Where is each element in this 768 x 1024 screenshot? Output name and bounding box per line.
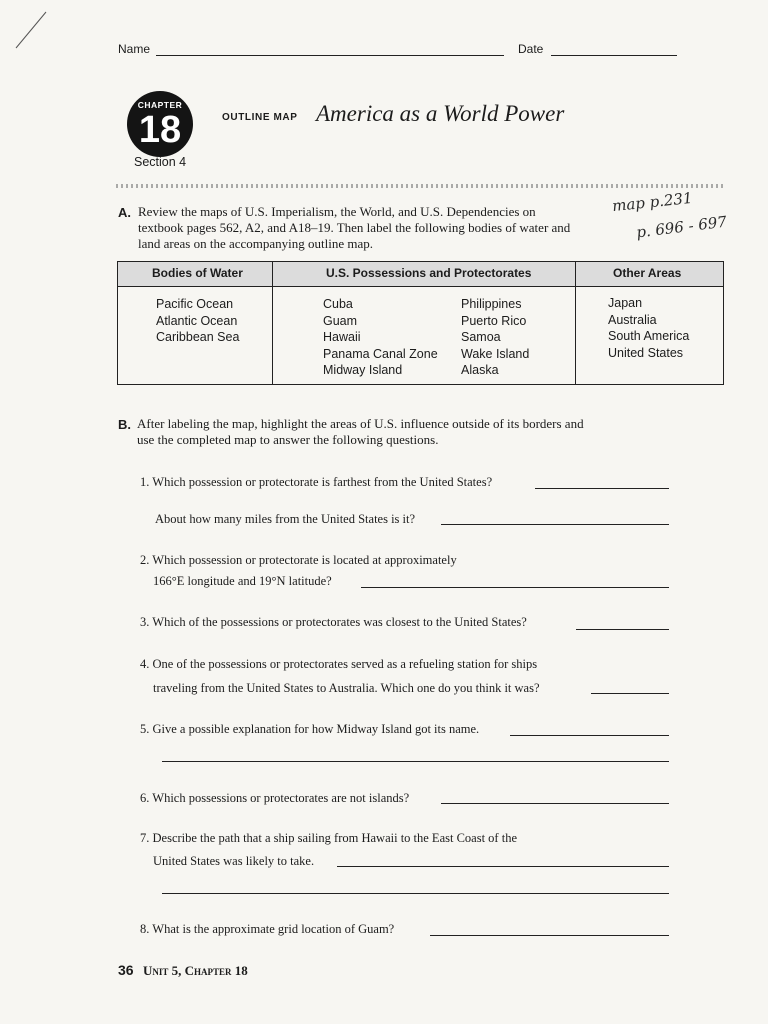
question-7: 7. Describe the path that a ship sailing from Hawaii to the East Coast of the [140,831,517,845]
handwritten-note-pages: p. 696 - 697 [635,212,728,242]
pencil-mark [6,8,50,54]
page-number: 36 [118,962,134,978]
date-label: Date [518,42,544,56]
answer-field-5[interactable] [510,735,669,736]
question-6: 6. Which possessions or protectorates are not islands? [140,791,410,805]
chapter-label: CHAPTER [137,100,183,110]
question-5: 5. Give a possible explanation for how Midway Island got its name. [140,722,480,736]
dotted-divider [116,184,724,188]
question-1-followup: About how many miles from the United States is it? [155,512,416,526]
question-8: 8. What is the approximate grid location of Guam? [140,922,395,936]
answer-field-3[interactable] [576,629,669,630]
part-b-marker: B. [118,417,131,432]
list-item: Panama Canal Zone [323,346,438,361]
chapter-badge [127,91,193,157]
list-item: Hawaii [323,330,361,344]
list-item: Pacific Ocean [156,297,234,311]
list-item: Japan [608,296,643,310]
answer-field-8[interactable] [430,935,669,936]
name-label: Name [118,42,151,56]
list-item: Puerto Rico [461,313,527,328]
question-4-line-2: traveling from the United States to Australia. Which one do you think it was? [153,681,540,695]
possessions-list-1 [323,296,438,379]
list-item: Guam [323,313,358,328]
list-item: South America [608,329,690,343]
question-3: 3. Which of the possessions or protectorates was closest to the United States? [140,615,527,629]
answer-field-1b[interactable] [441,524,669,525]
question-1: 1. Which possession or protectorate is farthest from the United States? [140,475,493,489]
handwritten-note-map-page: map p.231 [611,188,694,216]
list-item: United States [608,345,684,360]
answer-field-2[interactable] [361,587,669,588]
list-item: Samoa [461,330,501,344]
header-other-areas: Other Areas [613,266,682,280]
list-item: Caribbean Sea [156,330,240,344]
answer-field-7-extra[interactable] [162,893,669,894]
question-2: 2. Which possession or protectorate is located at approximately [140,553,457,567]
answer-field-4[interactable] [591,693,669,694]
list-item: Australia [608,312,657,327]
answer-field-6[interactable] [441,803,669,804]
list-item: Wake Island [461,346,530,361]
list-item: Philippines [461,297,522,311]
list-item: Alaska [461,363,499,377]
question-2-line-2: 166°E longitude and 19°N latitude? [153,574,332,588]
table-divider [575,262,576,384]
part-a-line-1: Review the maps of U.S. Imperialism, the World, and U.S. Dependencies on [138,204,536,219]
answer-field-5-extra[interactable] [162,761,669,762]
header-possessions: U.S. Possessions and Protectorates [326,266,532,280]
labels-table [117,261,724,385]
part-a-marker: A. [118,205,131,220]
page-title: America as a World Power [316,101,565,126]
table-divider [272,262,273,384]
question-4: 4. One of the possessions or protectorates served as a refueling station for ships [140,657,538,671]
list-item: Midway Island [323,363,403,377]
chapter-number: 18 [138,109,182,151]
part-b-line-2: use the completed map to answer the following questions. [137,432,439,447]
section-label: Section 4 [134,155,187,169]
date-field[interactable] [551,55,677,56]
part-b-line-1: After labeling the map, highlight the areas of U.S. influence outside of its borders and [137,416,584,431]
part-a-line-3: land areas on the accompanying outline map. [138,236,374,251]
answer-field-1[interactable] [535,488,669,489]
possessions-list-2 [461,296,529,379]
footer-label: Unit 5, Chapter 18 [143,963,248,978]
question-7-line-2: United States was likely to take. [153,854,315,868]
header-bodies-of-water: Bodies of Water [152,266,243,280]
map-kind-label: OUTLINE MAP [222,112,298,123]
list-item: Atlantic Ocean [156,313,238,328]
answer-field-7[interactable] [337,866,669,867]
list-item: Cuba [323,297,353,311]
part-a-line-2: textbook pages 562, A2, and A18–19. Then label the following bodies of water and [138,220,571,235]
name-field[interactable] [156,55,504,56]
bodies-of-water-list [156,296,239,346]
other-areas-list [608,295,689,361]
